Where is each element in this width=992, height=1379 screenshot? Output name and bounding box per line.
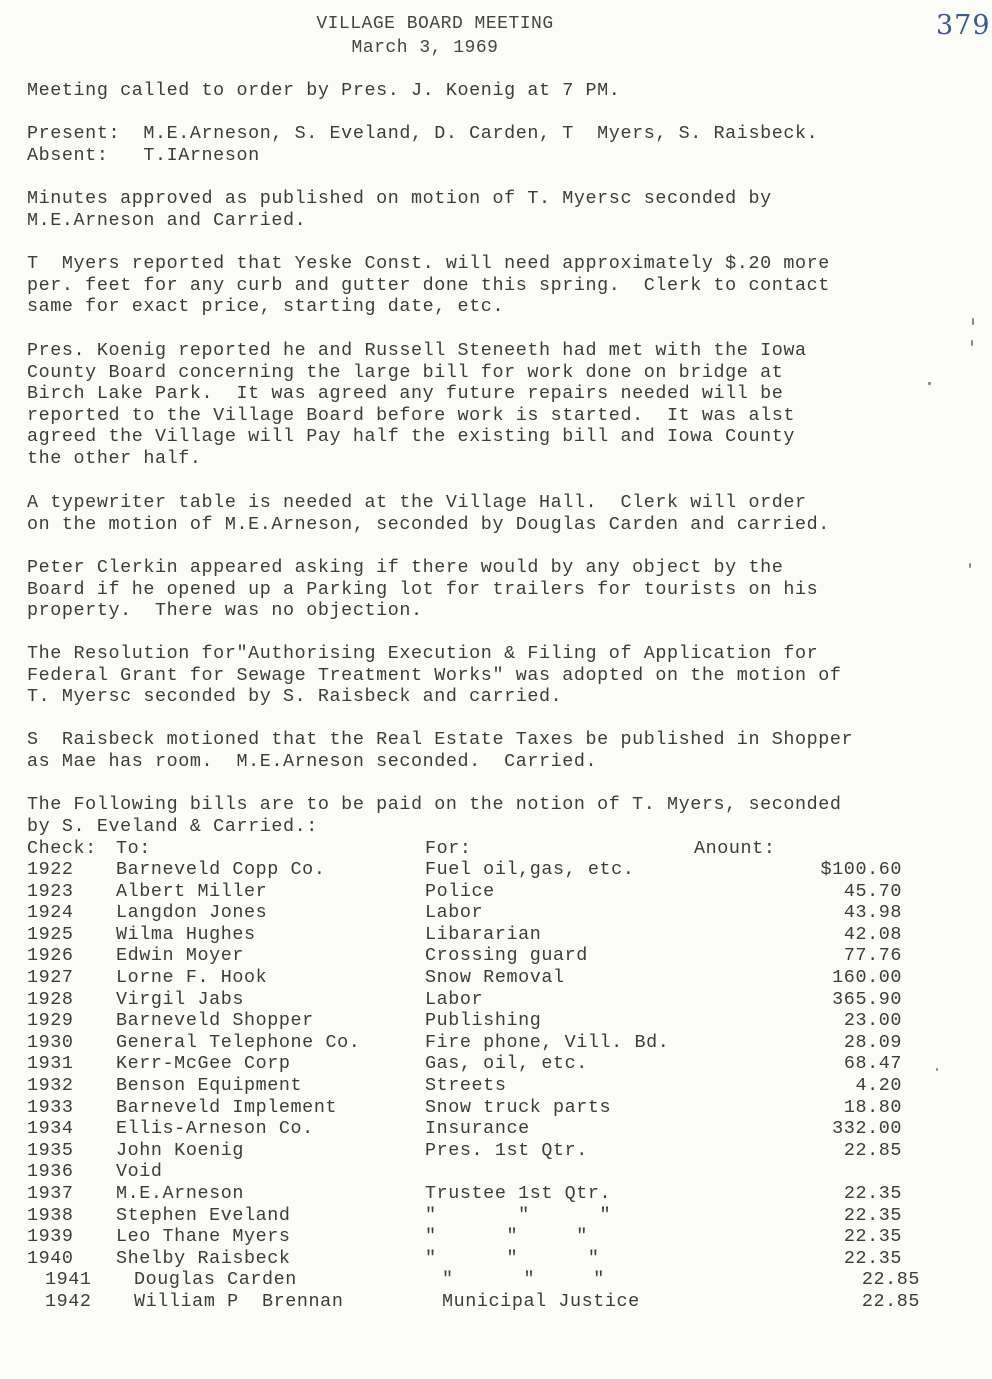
paragraph-line: the other half. — [27, 447, 202, 469]
bill-purpose: Crossing guard — [425, 945, 588, 967]
bill-amount: $100.60 — [820, 859, 902, 880]
paragraph-line: Minutes approved as published on motion of T. Myersc seconded by — [27, 188, 772, 209]
payee-name: M.E.Arneson — [116, 1183, 244, 1204]
paragraph-line: Absent: T.IArneson — [27, 144, 260, 166]
bills-header — [0, 838, 992, 860]
check-number: 1923 — [27, 880, 74, 902]
bill-amount: 28.09 — [843, 1031, 902, 1053]
paragraph-line: per. feet for any curb and gutter done this spring. Clerk to contact — [27, 274, 830, 296]
check-number: 1933 — [27, 1096, 74, 1118]
bill-amount: 4.20 — [855, 1075, 902, 1096]
bill-amount: 22.35 — [843, 1226, 902, 1248]
paragraph-line: A typewriter table is needed at the Village Hall. Clerk will order — [27, 492, 807, 513]
table-row — [0, 1248, 992, 1270]
for-column-header: For: — [425, 838, 472, 859]
payee-name: Barneveld Copp Co. — [116, 859, 326, 880]
check-number: 1938 — [27, 1204, 74, 1226]
table-row — [0, 1010, 992, 1032]
minutes-paragraph — [27, 123, 967, 166]
bill-amount: 23.00 — [843, 1010, 902, 1032]
check-number: 1937 — [27, 1183, 74, 1204]
minutes-paragraph — [27, 340, 967, 470]
bill-purpose: " " " — [425, 1204, 612, 1226]
payee-name: Wilma Hughes — [116, 923, 256, 945]
bill-amount: 22.85 — [843, 1139, 902, 1161]
check-number: 1922 — [27, 859, 74, 880]
check-number: 1924 — [27, 902, 74, 924]
paragraph-line: S Raisbeck motioned that the Real Estate Taxes be published in Shopper — [27, 729, 854, 750]
bill-purpose: Gas, oil, etc. — [425, 1053, 588, 1075]
paper-speck — [972, 318, 974, 325]
payee-name: Ellis-Arneson Co. — [116, 1118, 314, 1140]
paragraph-line: by S. Eveland & Carried.: — [27, 815, 318, 837]
bill-purpose: " " " — [442, 1269, 605, 1291]
bill-purpose: " " " — [425, 1226, 588, 1248]
payee-name: Virgil Jabs — [116, 988, 244, 1010]
meeting-title: VILLAGE BOARD MEETING — [316, 14, 554, 34]
paper-speck — [928, 382, 931, 385]
bill-purpose: Trustee 1st Qtr. — [425, 1183, 612, 1204]
paper-speck — [971, 340, 973, 346]
bill-purpose: " " " — [425, 1247, 600, 1269]
bill-purpose: Labor — [425, 988, 484, 1010]
bill-purpose: Police — [425, 880, 495, 902]
paragraph-line: County Board concerning the large bill for work done on bridge at — [27, 361, 784, 383]
check-number: 1940 — [27, 1247, 74, 1269]
bill-amount: 160.00 — [832, 967, 902, 988]
paragraph-line: The Resolution for"Authorising Execution & Filing of Application for — [27, 643, 819, 664]
amount-column-header: Anount: — [694, 838, 776, 859]
paragraph-line: Pres. Koenig reported he and Russell Steneeth had met with the Iowa — [27, 340, 807, 361]
paragraph-line: reported to the Village Board before work is started. It was alst — [27, 404, 795, 426]
payee-name: Albert Miller — [116, 880, 268, 902]
paragraph-line: agreed the Village will Pay half the existing bill and Iowa County — [27, 426, 795, 448]
check-number: 1941 — [45, 1269, 92, 1291]
payee-name: Stephen Eveland — [116, 1204, 291, 1226]
payee-name: Douglas Carden — [134, 1269, 297, 1291]
check-number: 1942 — [45, 1291, 92, 1312]
bill-purpose: Municipal Justice — [442, 1291, 640, 1312]
table-row — [0, 945, 992, 967]
payee-name: General Telephone Co. — [116, 1031, 361, 1053]
paragraph-line: on the motion of M.E.Arneson, seconded by Douglas Carden and carried. — [27, 513, 830, 535]
paragraph-line: as Mae has room. M.E.Arneson seconded. Carried. — [27, 750, 598, 772]
payee-name: Shelby Raisbeck — [116, 1247, 291, 1269]
paragraph-line: Peter Clerkin appeared asking if there would by any object by the — [27, 557, 784, 578]
bill-amount: 22.35 — [843, 1204, 902, 1226]
minutes-paragraph — [27, 643, 967, 708]
payee-name: Kerr-McGee Corp — [116, 1053, 291, 1075]
table-row — [0, 967, 992, 989]
paragraph-line: M.E.Arneson and Carried. — [27, 209, 307, 231]
table-row — [0, 1183, 992, 1205]
paragraph-line: The Following bills are to be paid on the notion of T. Myers, seconded — [27, 794, 842, 815]
table-row — [0, 1140, 992, 1162]
page-number: 379 — [936, 10, 991, 41]
check-number: 1929 — [27, 1010, 74, 1032]
bill-purpose: Fuel oil,gas, etc. — [425, 859, 635, 880]
minutes-paragraph — [27, 188, 967, 231]
table-row — [0, 1097, 992, 1119]
paragraph-line: Meeting called to order by Pres. J. Koenig at 7 PM. — [27, 80, 621, 101]
table-row — [0, 1032, 992, 1054]
bill-purpose: Snow Removal — [425, 967, 565, 988]
check-number: 1928 — [27, 988, 74, 1010]
table-row — [0, 1291, 992, 1313]
paragraph-line: same for exact price, starting date, etc. — [27, 296, 505, 318]
bill-amount: 68.47 — [843, 1053, 902, 1075]
paragraph-line: Board if he opened up a Parking lot for trailers for tourists on his — [27, 578, 819, 600]
paragraph-line: Federal Grant for Sewage Treatment Works" was adopted on the motion of — [27, 664, 842, 686]
bill-amount: 22.85 — [861, 1269, 920, 1291]
bill-purpose: Pres. 1st Qtr. — [425, 1139, 588, 1161]
minutes-paragraph — [27, 557, 967, 622]
minutes-paragraph — [27, 253, 967, 318]
payee-name: Leo Thane Myers — [116, 1226, 291, 1248]
minutes-paragraph — [27, 794, 967, 837]
bill-purpose: Fire phone, Vill. Bd. — [425, 1031, 670, 1053]
meeting-date: March 3, 1969 — [351, 38, 499, 58]
table-row — [0, 902, 992, 924]
bill-amount: 332.00 — [832, 1118, 902, 1140]
check-column-header: Check: — [27, 838, 97, 859]
minutes-paragraph — [27, 80, 967, 102]
check-number: 1935 — [27, 1139, 74, 1161]
payee-name: John Koenig — [116, 1139, 244, 1161]
paragraph-line: Birch Lake Park. It was agreed any future repairs needed will be — [27, 383, 784, 405]
check-number: 1939 — [27, 1226, 74, 1248]
check-number: 1931 — [27, 1053, 74, 1075]
check-number: 1932 — [27, 1075, 74, 1096]
paper-speck — [969, 563, 971, 568]
table-row — [0, 1075, 992, 1097]
bill-amount: 43.98 — [843, 902, 902, 924]
table-row — [0, 1226, 992, 1248]
paragraph-line: T Myers reported that Yeske Const. will need approximately $.20 more — [27, 253, 830, 274]
bill-purpose: Publishing — [425, 1010, 542, 1032]
paragraph-line: property. There was no objection. — [27, 600, 423, 622]
table-row — [0, 1205, 992, 1227]
table-row — [0, 989, 992, 1011]
table-row — [0, 1053, 992, 1075]
bill-amount: 22.35 — [843, 1183, 902, 1204]
payee-name: William P Brennan — [134, 1291, 344, 1312]
bill-amount: 77.76 — [843, 945, 902, 967]
table-row — [0, 1161, 992, 1183]
bill-amount: 45.70 — [843, 880, 902, 902]
to-column-header: To: — [116, 838, 151, 859]
payee-name: Void — [116, 1161, 163, 1183]
bill-amount: 22.35 — [843, 1247, 902, 1269]
check-number: 1925 — [27, 923, 74, 945]
bill-amount: 22.85 — [861, 1291, 920, 1312]
payee-name: Barneveld Shopper — [116, 1010, 314, 1032]
payee-name: Benson Equipment — [116, 1075, 303, 1096]
payee-name: Edwin Moyer — [116, 945, 244, 967]
bill-amount: 18.80 — [843, 1096, 902, 1118]
minutes-paragraph — [27, 492, 967, 535]
bill-purpose: Labor — [425, 902, 484, 924]
table-row — [0, 924, 992, 946]
table-row — [0, 1118, 992, 1140]
bill-purpose: Insurance — [425, 1118, 530, 1140]
payee-name: Lorne F. Hook — [116, 967, 268, 988]
paragraph-line: T. Myersc seconded by S. Raisbeck and carried. — [27, 686, 563, 708]
table-row — [0, 881, 992, 903]
table-row — [0, 859, 992, 881]
bill-purpose: Snow truck parts — [425, 1096, 612, 1118]
check-number: 1936 — [27, 1161, 74, 1183]
paragraph-line: Present: M.E.Arneson, S. Eveland, D. Carden, T Myers, S. Raisbeck. — [27, 123, 819, 144]
check-number: 1930 — [27, 1031, 74, 1053]
check-number: 1934 — [27, 1118, 74, 1140]
payee-name: Langdon Jones — [116, 902, 268, 924]
bill-amount: 365.90 — [832, 988, 902, 1010]
table-row — [0, 1269, 992, 1291]
check-number: 1926 — [27, 945, 74, 967]
bill-purpose: Libararian — [425, 923, 542, 945]
paper-speck — [936, 1068, 938, 1071]
payee-name: Barneveld Implement — [116, 1096, 338, 1118]
bill-amount: 42.08 — [843, 923, 902, 945]
minutes-paragraph — [27, 729, 967, 772]
bill-purpose: Streets — [425, 1075, 507, 1096]
check-number: 1927 — [27, 967, 74, 988]
